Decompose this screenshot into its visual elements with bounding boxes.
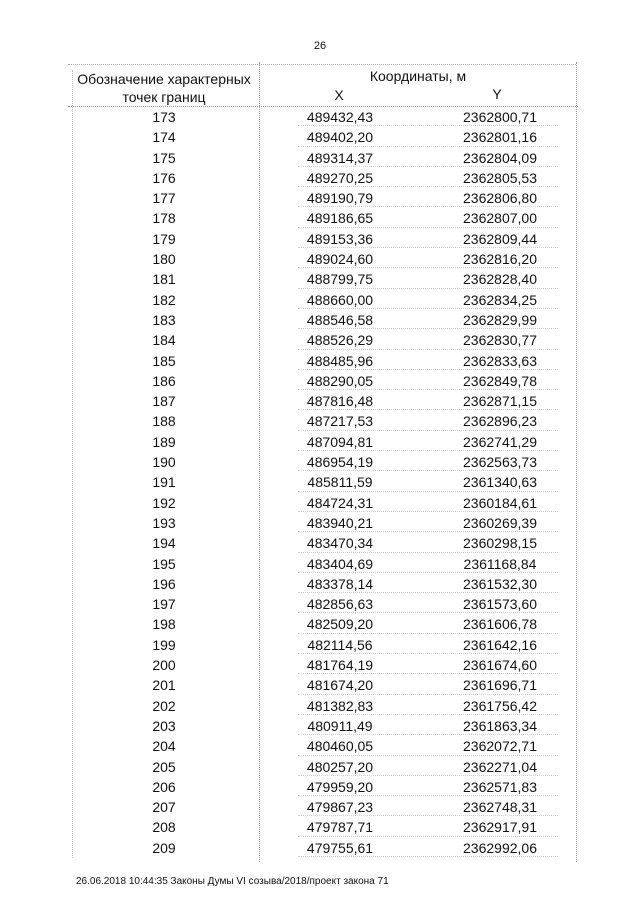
header-y: Y (492, 86, 502, 102)
table-row (68, 614, 578, 634)
point-cell: 201 (152, 677, 176, 694)
x-cell: 488290,05 (306, 372, 374, 389)
table-row (68, 696, 578, 716)
x-cell: 487217,53 (306, 413, 374, 430)
table-row (68, 594, 578, 614)
table-row (68, 127, 578, 147)
point-cell: 194 (152, 535, 176, 552)
y-cell: 2362563,73 (463, 454, 537, 471)
x-cell: 480460,05 (306, 738, 374, 755)
table-row (68, 797, 578, 817)
x-cell: 481382,83 (306, 697, 374, 714)
point-cell: 183 (152, 311, 176, 328)
y-cell: 2361756,42 (463, 697, 537, 714)
x-cell: 482114,56 (307, 636, 373, 653)
y-cell: 2362271,04 (463, 758, 537, 775)
point-cell: 193 (152, 514, 176, 531)
x-cell: 486954,19 (306, 454, 374, 471)
point-cell: 185 (152, 352, 176, 369)
x-cell: 482509,20 (306, 616, 374, 633)
y-cell: 2362829,99 (463, 311, 537, 328)
x-cell: 489270,25 (306, 169, 374, 186)
point-cell: 196 (152, 575, 176, 592)
y-cell: 2362871,15 (463, 393, 537, 410)
point-cell: 191 (152, 474, 176, 491)
table-row (68, 249, 578, 269)
x-cell: 481764,19 (306, 657, 374, 674)
x-cell: 483470,34 (306, 535, 374, 552)
point-cell: 208 (152, 819, 176, 836)
header-x: X (334, 87, 344, 103)
x-cell: 489432,43 (306, 109, 374, 125)
y-cell: 2362828,40 (463, 271, 537, 288)
point-cell: 179 (152, 230, 176, 247)
x-cell: 484724,31 (306, 494, 374, 511)
table-row (68, 777, 578, 797)
table-row (68, 635, 578, 655)
y-cell: 2362834,25 (463, 291, 537, 308)
y-cell: 2360269,39 (463, 514, 537, 531)
y-cell: 2362072,71 (463, 738, 537, 755)
x-cell: 483378,14 (306, 575, 374, 592)
point-cell: 184 (152, 332, 176, 349)
x-cell: 479867,23 (306, 799, 374, 816)
point-cell: 178 (152, 210, 176, 227)
y-cell: 2361532,30 (463, 575, 537, 592)
y-cell: 2361696,71 (463, 677, 537, 694)
point-cell: 205 (152, 758, 176, 775)
y-cell: 2361168,84 (463, 555, 537, 572)
y-cell: 2361674,60 (463, 657, 537, 674)
table-row (68, 716, 578, 736)
x-cell: 489314,37 (306, 149, 374, 166)
table-row (68, 554, 578, 574)
point-cell: 190 (152, 454, 176, 471)
y-cell: 2362741,29 (463, 433, 537, 450)
y-cell: 2362801,16 (463, 129, 537, 146)
table-row (68, 452, 578, 472)
point-cell: 175 (152, 149, 176, 166)
y-cell: 2362896,23 (463, 413, 537, 430)
point-cell: 203 (152, 717, 176, 734)
y-cell: 2361573,60 (463, 596, 537, 613)
point-cell: 188 (152, 413, 176, 430)
table-row (68, 310, 578, 330)
point-cell: 206 (152, 778, 176, 795)
x-cell: 489186,65 (306, 210, 374, 227)
table-row (68, 290, 578, 310)
y-cell: 2361863,34 (463, 717, 537, 734)
table-row (68, 513, 578, 533)
y-cell: 2362571,83 (463, 778, 537, 795)
x-cell: 489402,20 (306, 129, 374, 146)
x-cell: 488526,29 (306, 332, 374, 349)
x-cell: 488546,58 (306, 311, 374, 328)
point-cell: 173 (152, 109, 176, 125)
y-cell: 2361642,16 (463, 636, 537, 653)
coordinates-table (68, 62, 578, 858)
table-row (68, 371, 578, 391)
x-cell: 481674,20 (306, 677, 374, 694)
x-cell: 485811,59 (307, 474, 373, 491)
point-cell: 177 (152, 190, 176, 207)
y-cell: 2362816,20 (463, 251, 537, 268)
table-row (68, 817, 578, 837)
x-cell: 479959,20 (306, 778, 374, 795)
table-row (68, 472, 578, 492)
x-cell: 489153,36 (306, 230, 374, 247)
x-cell: 489024,60 (306, 251, 374, 268)
table-row (68, 148, 578, 168)
table-row (68, 736, 578, 756)
x-cell: 488485,96 (306, 352, 374, 369)
table-row (68, 107, 578, 127)
y-cell: 2360184,61 (463, 494, 537, 511)
x-cell: 488660,00 (306, 291, 374, 308)
point-cell: 195 (152, 555, 176, 572)
y-cell: 2361340,63 (463, 474, 537, 491)
table-row (68, 574, 578, 594)
y-cell: 2362992,06 (463, 839, 537, 856)
x-cell: 488799,75 (306, 271, 374, 288)
x-cell: 487094,81 (306, 433, 374, 450)
y-cell: 2362806,80 (463, 190, 537, 207)
table-row (68, 330, 578, 350)
point-cell: 197 (152, 596, 176, 613)
point-cell: 180 (152, 251, 176, 268)
table-row (68, 208, 578, 228)
point-cell: 174 (152, 129, 176, 146)
point-cell: 189 (152, 433, 176, 450)
point-cell: 202 (152, 697, 176, 714)
x-cell: 480911,49 (307, 717, 373, 734)
table-row (68, 655, 578, 675)
point-cell: 176 (152, 169, 176, 186)
table-row (68, 411, 578, 431)
y-cell: 2362805,53 (463, 169, 537, 186)
y-cell: 2362833,63 (463, 352, 537, 369)
point-cell: 181 (152, 271, 176, 288)
x-cell: 483940,21 (306, 514, 374, 531)
header-top-rule (68, 64, 576, 65)
table-body (68, 107, 578, 858)
x-cell: 489190,79 (306, 190, 374, 207)
x-cell: 482856,63 (306, 596, 374, 613)
point-cell: 204 (152, 738, 176, 755)
table-row (68, 229, 578, 249)
table-row (68, 838, 578, 858)
table-row (68, 168, 578, 188)
point-cell: 192 (152, 494, 176, 511)
point-cell: 186 (152, 372, 176, 389)
x-cell: 487816,48 (306, 393, 374, 410)
point-cell: 182 (152, 291, 176, 308)
document-footer: 26.06.2018 10:44:35 Законы Думы VI созыва/2018/проект закона 71 (76, 876, 389, 887)
x-cell: 483404,69 (306, 555, 374, 572)
y-cell: 2362804,09 (463, 149, 537, 166)
y-cell: 2362800,71 (463, 109, 537, 125)
header-coordinates: Координаты, м (369, 68, 467, 84)
y-cell: 2362809,44 (463, 230, 537, 247)
table-header (68, 62, 578, 107)
y-cell: 2362849,78 (463, 372, 537, 389)
y-cell: 2360298,15 (463, 535, 537, 552)
point-cell: 187 (152, 393, 176, 410)
x-cell: 479787,71 (306, 819, 374, 836)
table-row (68, 188, 578, 208)
header-designation: Обозначение характерных точек границ (77, 71, 251, 105)
point-cell: 200 (152, 657, 176, 674)
y-cell: 2362917,91 (463, 819, 537, 836)
point-cell: 207 (152, 799, 176, 816)
y-cell: 2362748,31 (463, 799, 537, 816)
y-cell: 2362807,00 (463, 210, 537, 227)
y-cell: 2362830,77 (463, 332, 537, 349)
point-cell: 199 (152, 636, 176, 653)
y-cell: 2361606,78 (463, 616, 537, 633)
table-row (68, 269, 578, 289)
table-row (68, 391, 578, 411)
table-row (68, 351, 578, 371)
table-row (68, 757, 578, 777)
page-number: 26 (313, 40, 327, 52)
x-cell: 479755,61 (306, 839, 374, 856)
point-cell: 198 (152, 616, 176, 633)
table-row (68, 493, 578, 513)
table-row (68, 432, 578, 452)
point-cell: 209 (152, 839, 176, 856)
table-row (68, 675, 578, 695)
table-row (68, 533, 578, 553)
x-cell: 480257,20 (306, 758, 374, 775)
